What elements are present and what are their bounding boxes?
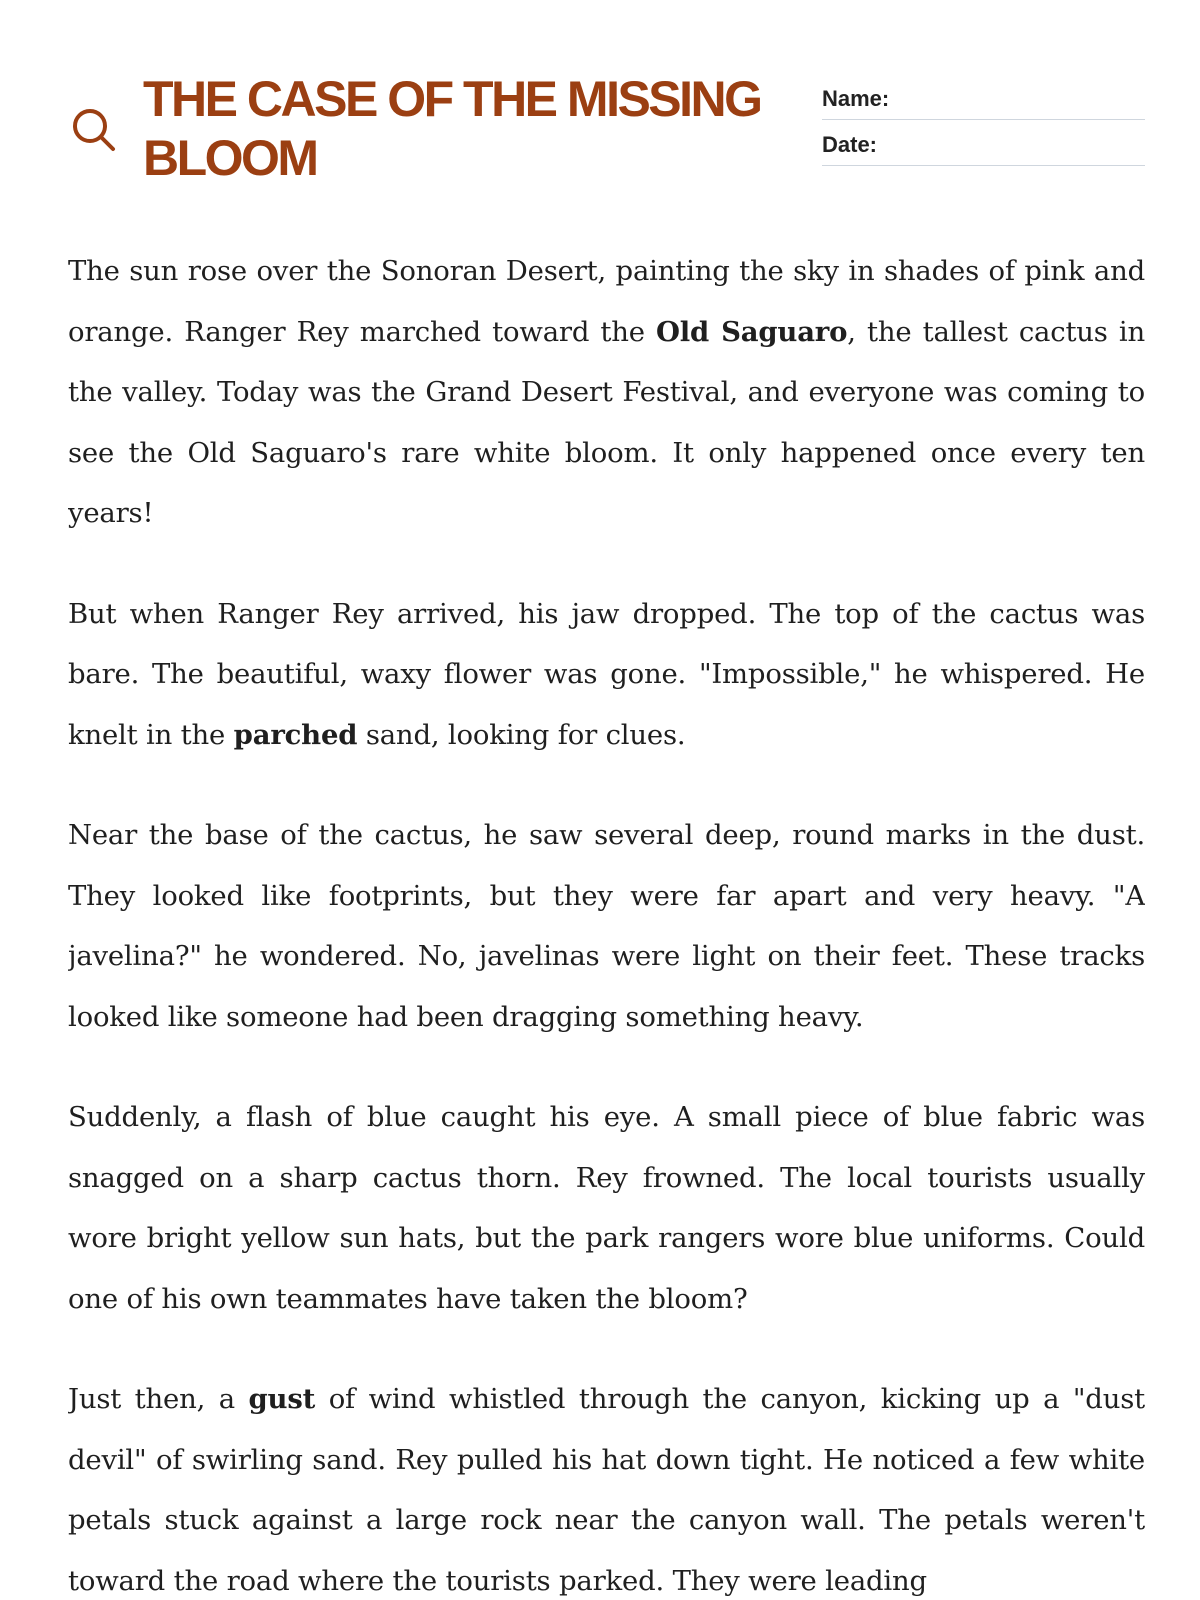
name-label: Name: [822, 86, 890, 111]
text-run: , the tallest cactus in the valley. Today was the Grand Desert Festival, and everyone was coming to see the Old Saguaro's rare white bloom. It only happened once every ten years! [68, 315, 1145, 529]
worksheet-header [68, 70, 1145, 190]
name-field[interactable] [822, 80, 1145, 120]
worksheet-page [68, 0, 1145, 1600]
page-title: THE CASE OF THE MISSING BLOOM [143, 71, 761, 186]
text-run: sand, looking for clues. [357, 718, 686, 751]
date-label: Date: [822, 132, 878, 157]
bold-term: parched [233, 718, 358, 751]
text-run: But when Ranger Rey arrived, his jaw dropped. The top of the cactus was bare. The beautiful, waxy flower was gone. "Impossible," he whispered. He knelt in the [68, 597, 1145, 751]
story-paragraph [68, 805, 1145, 1047]
story-paragraph [68, 1369, 1145, 1600]
story-paragraph [68, 584, 1145, 766]
text-run: Suddenly, a flash of blue caught his eye. A small piece of blue fabric was snagged on a sharp cactus thorn. Rey frowned. The local tourists usually wore bright yellow sun hats, but the park rangers wore blue uniforms. Could one of his own teammates have taken the bloom? [68, 1101, 1145, 1315]
bold-term: Old Saguaro [656, 315, 848, 348]
story-paragraph [68, 241, 1145, 544]
text-run: of wind whistled through the canyon, kicking up a "dust devil" of swirling sand. Rey pulled his hat down tight. He noticed a few white petals stuck against a large rock near the canyon wall. The petals weren't toward the road where the tourists parked. They were leading [68, 1383, 1145, 1597]
search-icon [70, 106, 118, 154]
bold-term: gust [248, 1383, 316, 1415]
date-field[interactable] [822, 126, 1145, 166]
text-run: The sun rose over the Sonoran Desert, painting the sky in shades of pink and orange. Ranger Rey marched toward the [68, 255, 1145, 348]
student-fields [822, 80, 1145, 172]
text-run: Near the base of the cactus, he saw several deep, round marks in the dust. They looked like footprints, but they were far apart and very heavy. "A javelina?" he wondered. No, javelinas were light on their feet. These tracks looked like someone had been dragging something heavy. [68, 819, 1145, 1033]
text-run: Just then, a [68, 1383, 249, 1415]
story-text [68, 241, 1145, 1600]
story-paragraph [68, 1087, 1145, 1329]
